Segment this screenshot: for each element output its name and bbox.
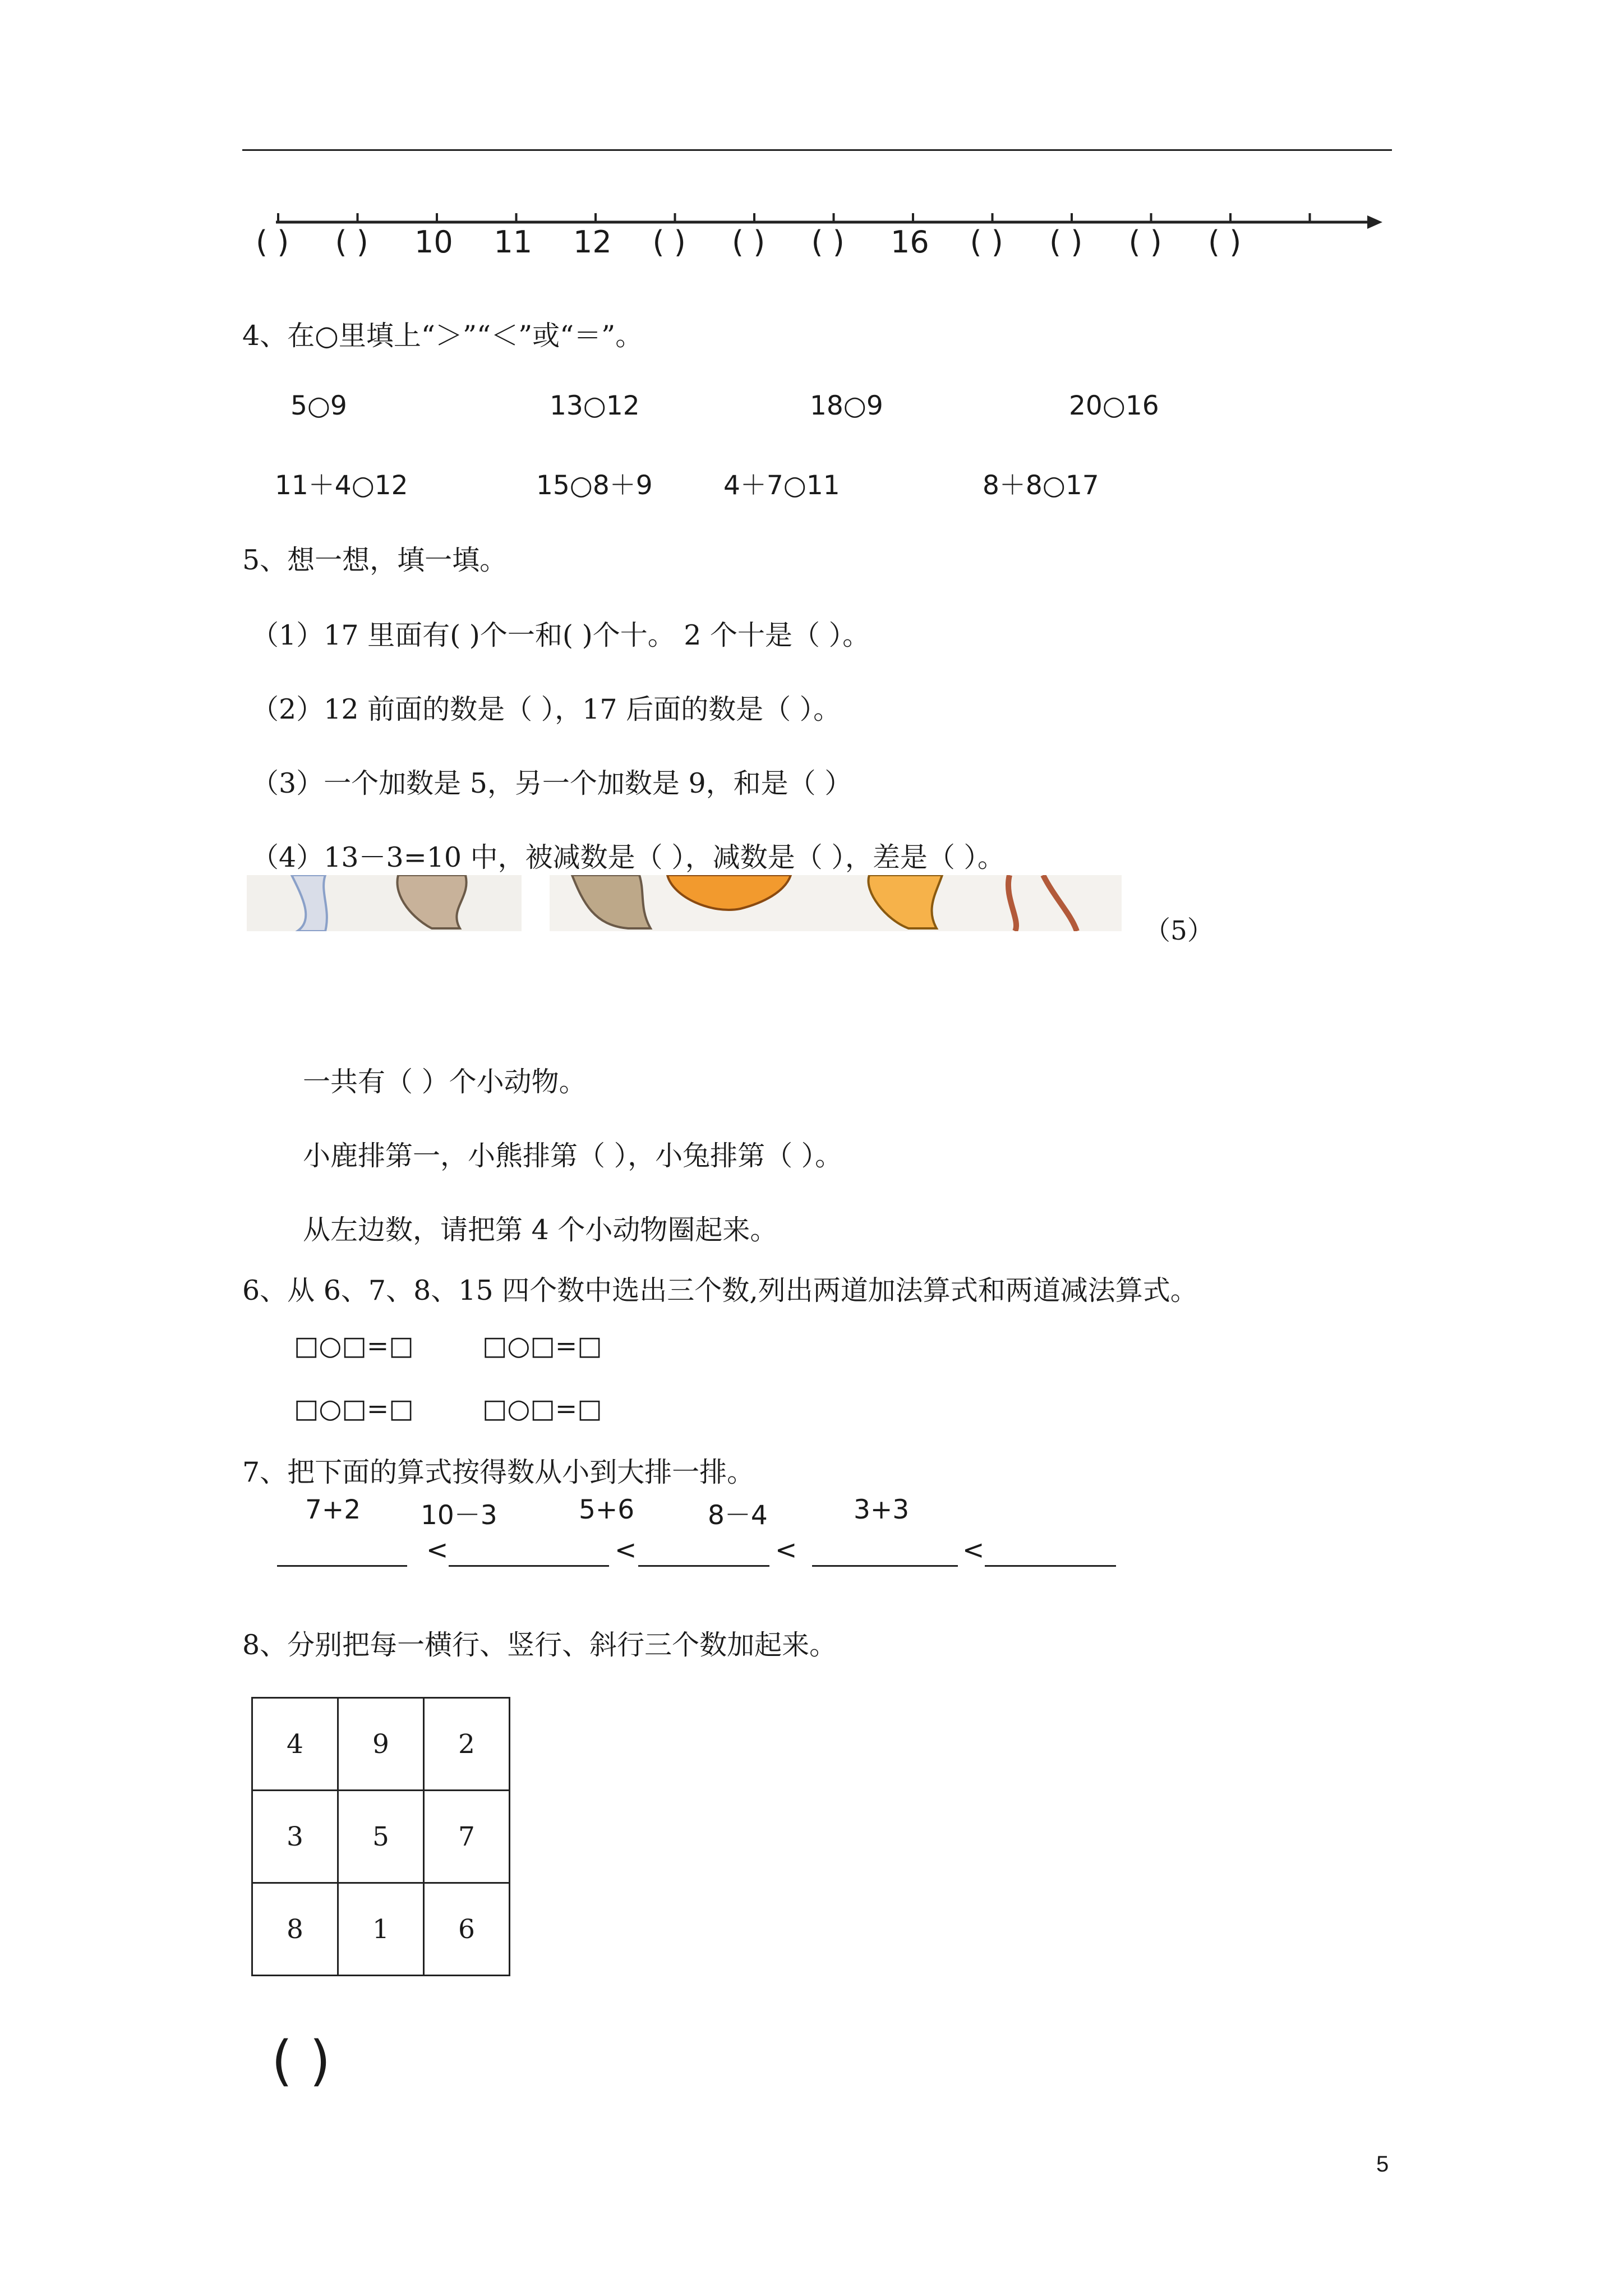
q4-item: 5○9 bbox=[291, 390, 347, 421]
q7-answer-blank[interactable] bbox=[277, 1565, 407, 1567]
q4-item: 20○16 bbox=[1069, 390, 1159, 421]
less-than-sign: < bbox=[962, 1535, 985, 1566]
grid-row bbox=[252, 1791, 510, 1883]
q5-sub5-line: 一共有（ ）个小动物。 bbox=[303, 1066, 587, 1098]
animals-illustration bbox=[247, 875, 1122, 931]
grid-row bbox=[252, 1883, 510, 1976]
q5-title: 5、想一想，填一填。 bbox=[242, 544, 508, 576]
grid-cell: 9 bbox=[338, 1698, 424, 1791]
page-number: 5 bbox=[1376, 2152, 1389, 2177]
q6-equation-box[interactable]: □○□=□ bbox=[482, 1393, 602, 1424]
number-line-blank[interactable]: ( ) bbox=[732, 224, 766, 260]
q6-equation-box[interactable]: □○□=□ bbox=[294, 1393, 414, 1424]
q5-sub5-line: 小鹿排第一，小熊排第（ ），小兔排第（ ）。 bbox=[303, 1140, 843, 1172]
number-line-label: 12 bbox=[573, 224, 612, 260]
number-line-blank[interactable]: ( ) bbox=[1208, 224, 1242, 260]
less-than-sign: < bbox=[775, 1535, 797, 1566]
number-line-blank[interactable]: ( ) bbox=[652, 224, 686, 260]
grid-cell: 2 bbox=[424, 1698, 510, 1791]
grid-cell: 7 bbox=[424, 1791, 510, 1883]
grid-cell: 4 bbox=[252, 1698, 338, 1791]
magic-square-grid bbox=[251, 1697, 510, 1976]
q5-sub5-label: （5） bbox=[1144, 915, 1214, 946]
q7-expression: 5+6 bbox=[579, 1494, 635, 1525]
header-rule bbox=[242, 149, 1392, 151]
answer-parentheses[interactable]: ( ) bbox=[271, 2030, 331, 2092]
grid-cell: 5 bbox=[338, 1791, 424, 1883]
q4-item: 4＋7○11 bbox=[723, 470, 840, 501]
q4-item: 13○12 bbox=[550, 390, 640, 421]
q5-sub5-line: 从左边数，请把第 4 个小动物圈起来。 bbox=[303, 1214, 778, 1246]
q5-item: （1）17 里面有( )个一和( )个十。 2 个十是（ ）。 bbox=[251, 619, 870, 651]
number-line-label: 10 bbox=[414, 224, 453, 260]
grid-cell: 1 bbox=[338, 1883, 424, 1976]
q4-item: 8＋8○17 bbox=[983, 470, 1099, 501]
q6-title: 6、从 6、7、8、15 四个数中选出三个数,列出两道加法算式和两道减法算式。 bbox=[242, 1274, 1198, 1306]
q8-title: 8、分别把每一横行、竖行、斜行三个数加起来。 bbox=[242, 1629, 837, 1661]
q7-expression: 10－3 bbox=[421, 1500, 497, 1531]
number-line-blank[interactable]: ( ) bbox=[335, 224, 368, 260]
number-line-blank[interactable]: ( ) bbox=[811, 224, 845, 260]
q6-equation-box[interactable]: □○□=□ bbox=[482, 1331, 602, 1361]
q4-item: 18○9 bbox=[810, 390, 883, 421]
q7-answer-blank[interactable] bbox=[812, 1565, 958, 1567]
q5-item: （3）一个加数是 5，另一个加数是 9，和是（ ） bbox=[251, 767, 852, 799]
number-line-blank[interactable]: ( ) bbox=[1128, 224, 1162, 260]
q4-item: 15○8＋9 bbox=[536, 470, 653, 501]
q4-item: 11＋4○12 bbox=[275, 470, 408, 501]
less-than-sign: < bbox=[615, 1535, 637, 1566]
grid-cell: 3 bbox=[252, 1791, 338, 1883]
q7-expression: 3+3 bbox=[854, 1494, 910, 1525]
q7-expression: 8－4 bbox=[708, 1500, 768, 1531]
grid-cell: 6 bbox=[424, 1883, 510, 1976]
grid-row bbox=[252, 1698, 510, 1791]
q7-answer-blank[interactable] bbox=[449, 1565, 609, 1567]
q5-item: （2）12 前面的数是（ ），17 后面的数是（ ）。 bbox=[251, 693, 841, 725]
q6-equation-box[interactable]: □○□=□ bbox=[294, 1331, 414, 1361]
q7-answer-blank[interactable] bbox=[985, 1565, 1116, 1567]
grid-cell: 8 bbox=[252, 1883, 338, 1976]
q7-expression: 7+2 bbox=[305, 1494, 361, 1525]
less-than-sign: < bbox=[426, 1535, 449, 1566]
q7-answer-blank[interactable] bbox=[638, 1565, 769, 1567]
q7-title: 7、把下面的算式按得数从小到大排一排。 bbox=[242, 1456, 755, 1488]
q5-item: （4）13－3=10 中，被减数是（ ），减数是（ ），差是（ ）。 bbox=[251, 841, 1005, 873]
number-line-label: 16 bbox=[891, 224, 929, 260]
q4-title: 4、在○里填上“＞”“＜”或“＝”。 bbox=[242, 320, 643, 352]
number-line-blank[interactable]: ( ) bbox=[1049, 224, 1083, 260]
number-line-label: 11 bbox=[494, 224, 533, 260]
number-line-blank[interactable]: ( ) bbox=[256, 224, 289, 260]
number-line-blank[interactable]: ( ) bbox=[970, 224, 1003, 260]
